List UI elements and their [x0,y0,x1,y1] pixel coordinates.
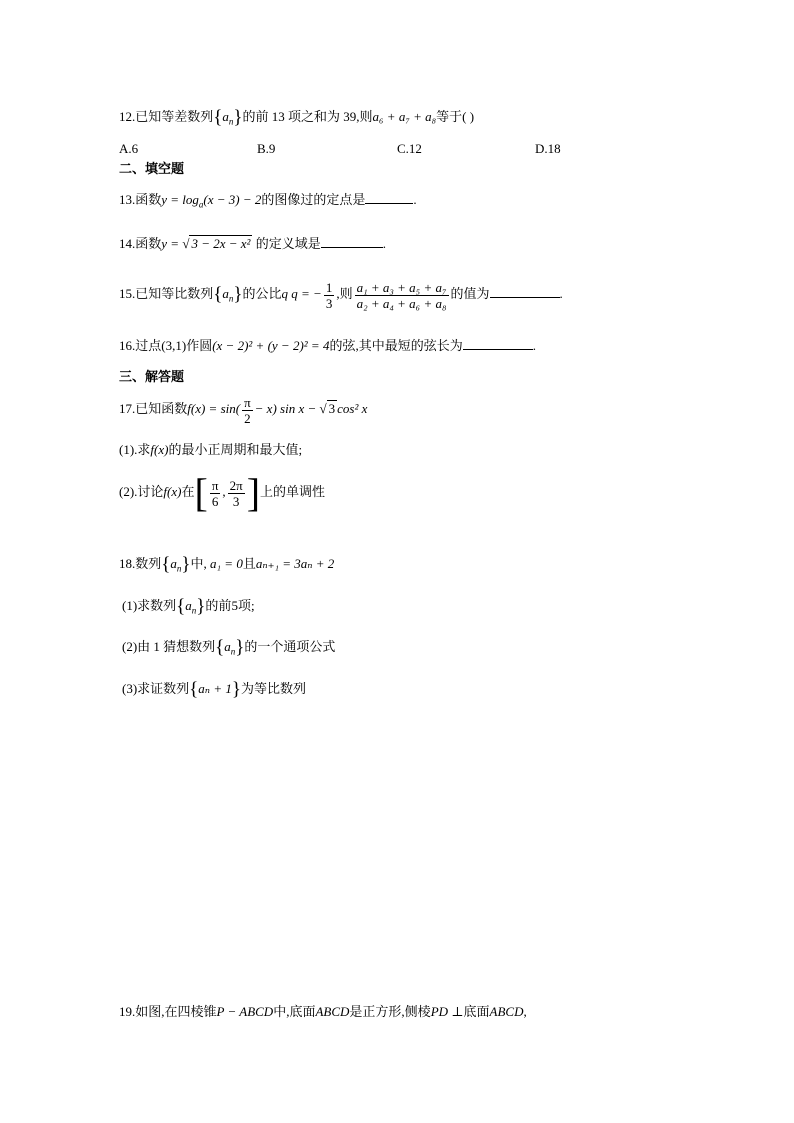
q18-cond2: aₙ₊₁ = 3aₙ + 2 [255,556,335,571]
q18-p2-seq: a [224,639,231,654]
q18-and: 且 [242,556,256,571]
q15-seq: a [222,286,229,301]
q18-p2-seq-sub: n [230,646,236,657]
q17-pi-den: 2 [244,410,251,426]
q14-prefix: 14.函数 [119,236,162,251]
q14-answer-blank[interactable] [321,235,383,248]
q16-point: (3,1) [161,338,187,353]
q14-expr-a: y = [161,236,180,251]
q18-p2-a: (2)由 1 猜想数列 [122,639,216,654]
q12-expr: a₆ + a₇ + a₈ [372,109,437,124]
q19-suffix: , [523,1004,527,1019]
question-13: 13.函数$y = \log_a(x - 3) - 2$的图像过的定点是 . [119,192,417,210]
q12-option-b: B.9 [257,141,276,156]
q14-radicand: 3 − 2x − x² [191,236,251,251]
q19-mid3: 底面 [463,1004,490,1019]
q17-sqrt3: 3 [328,401,336,416]
q12-option-a: A.6 [119,141,139,156]
q12-option-d: D.18 [535,141,561,156]
q17-part1-a: (1).求 [119,442,151,457]
q12-mid: 的前 13 项之和为 39,则 [242,109,373,124]
q17-int-b-den: 3 [232,493,240,509]
q13-prefix: 13.函数 [119,192,162,207]
q16-suffix: 的弦,其中最短的弦长为 [329,338,463,353]
question-19 [119,1003,527,1021]
q17-expr-c: cos² x [337,401,368,416]
q14-suffix: 的定义域是 [255,236,321,251]
q18-p3-expr: aₙ + 1 [198,681,232,696]
q15-q-den: 3 [325,295,333,311]
q16-prefix: 16.过点 [119,338,162,353]
q12-option-c: C.12 [397,141,422,156]
question-17 [119,392,367,426]
q15-seq-sub: n [228,293,234,304]
q13-expr-a: y = log [161,192,199,207]
q15-ratio-den: a₂ + a₄ + a₆ + a₈ [356,295,447,311]
q19-expr2: ABCD [315,1004,350,1019]
question-12: 12.已知等差数列$\{a_n\}$的前 13 项之和为 39,则a₆ + a₇ + a₈等于( ) [119,107,475,128]
q17-expr-b: − x) sin x − [254,401,317,416]
q15-ratio-num: a₁ + a₃ + a₅ + a₇ [356,279,447,295]
q18-part-1: (1)求数列$\{a_n\}$的前5项; [122,596,255,617]
q13-answer-blank[interactable] [365,191,413,204]
sqrt-symbol: √ [319,401,327,416]
q18-p2-b: 的一个通项公式 [244,639,336,654]
q15-prefix: 15.已知等比数列 [119,286,214,301]
q18-part-2: (2)由 1 猜想数列$\{a_n\}$的一个通项公式 [122,637,336,658]
q17-part1-b: 的最小正周期和最大值; [168,442,303,457]
q17-int-a-num: π [211,477,219,493]
q15-suffix: 的值为 [450,286,490,301]
q13-suffix: 的图像过的定点是 [261,192,366,207]
q19-expr1: P − ABCD [216,1004,274,1019]
q18-seq: a [170,556,177,571]
q18-p3-a: (3)求证数列 [122,681,190,696]
q18-p1-seq-sub: n [191,605,197,616]
q12-prefix: 12.已知等差数列 [119,109,214,124]
q17-part1-fx: f(x) [150,442,169,457]
q12-suffix: 等于( ) [436,109,475,124]
q12-seq: a [222,109,229,124]
q18-mid: 中, [190,556,207,571]
q18-p1-c: 项; [237,598,255,613]
q19-expr3: PD ⊥ [430,1004,464,1019]
q17-prefix: 17.已知函数 [119,401,188,416]
q19-mid2: 是正方形,侧棱 [349,1004,431,1019]
q16-answer-blank[interactable] [463,337,533,350]
q18-prefix: 18.数列 [119,556,162,571]
section-3-heading: 三、解答题 [119,370,185,385]
q17-int-b-num: 2π [229,477,243,493]
q17-pi-num: π [244,394,251,410]
q16-circle: (x − 2)² + (y − 2)² = 4 [212,338,330,353]
q17-int-a-den: 6 [211,493,219,509]
q18-p1-b: 的前 [205,598,232,613]
q18-part-3: (3)求证数列{aₙ + 1}为等比数列 [122,679,306,700]
q12-seq-sub: n [228,116,234,127]
q17-part2-a: (2).讨论 [119,484,164,499]
q17-part-1 [119,441,302,459]
question-14: 14.函数y = √ 3 − 2x − x² 的定义域是 . [119,236,386,251]
q17-interval-left [210,478,221,509]
q17-part2-in: 在 [181,484,195,499]
q17-pi-fraction [242,395,253,426]
q15-mid: 的公比 [242,286,282,301]
q13-expr-base: a [198,199,204,210]
q18-p1-seq: a [185,598,192,613]
sqrt-symbol: √ [182,236,190,251]
q15-expr-q: q q = − [281,286,322,301]
q15-q-fraction [324,280,335,311]
q19-expr4: ABCD [489,1004,524,1019]
q18-seq-sub: n [176,563,182,574]
q17-part-2: (2).讨论f(x)在[ $\frac{\pi}{6}$ , $\frac{2\pi}{3}$ ]上的单调性 [119,470,326,515]
q17-interval-right [228,478,245,509]
q18-p3-b: 为等比数列 [240,681,306,696]
q18-p1-a: (1)求数列 [122,598,177,613]
q16-mid: 作圆 [186,338,213,353]
q18-cond1: a₁ = 0 [210,556,243,571]
q15-q-num: 1 [325,279,333,295]
section-2-heading: 二、填空题 [119,162,185,177]
q18-p1-n: 5 [231,598,238,613]
question-16: 16.过点(3,1)作圆(x − 2)² + (y − 2)² = 4的弦,其中最短的弦长为 . [119,338,536,353]
q19-prefix: 19.如图,在四棱锥 [119,1004,217,1019]
q13-expr-b: (x − 3) − 2 [203,192,262,207]
q17-expr-a: f(x) = sin( [187,401,241,416]
q17-part2-fx: f(x) [163,484,182,499]
question-18: 18.数列$\{a_n\}$中, a₁ = 0且aₙ₊₁ = 3aₙ + 2 [119,554,335,575]
q15-answer-blank[interactable] [490,285,560,298]
q17-part2-b: 上的单调性 [260,484,326,499]
q15-ratio-fraction [355,280,449,311]
question-15: 15.已知等比数列$\{a_n\}$的公比q q = − $\frac{1}{3}$ ,则 $\frac{\text{a₁ + a₃ + a₅ + a₇}}{\text{a₂ + a₄ + a₆ + a₈}}$ 的值为 . [119,279,563,311]
q19-mid1: 中,底面 [273,1004,316,1019]
q15-then: ,则 [336,286,353,301]
